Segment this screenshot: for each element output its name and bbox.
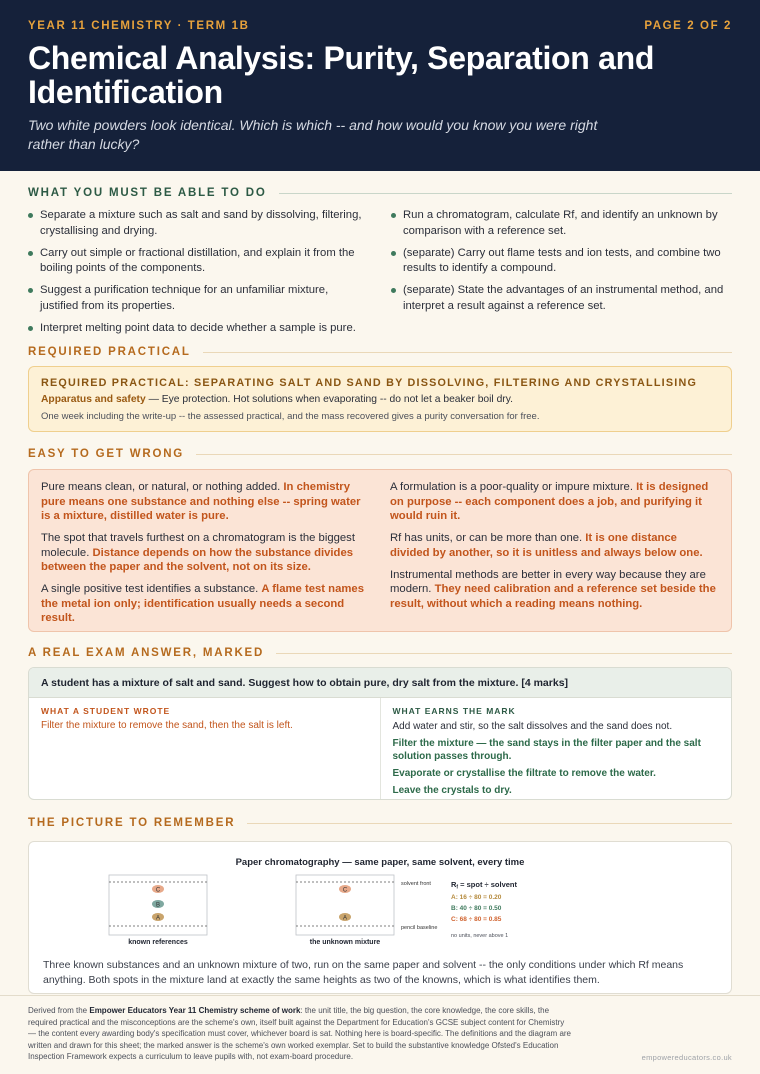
skill-item: Suggest a purification technique for an unfamiliar mixture, justified from its properties. [28, 283, 369, 314]
rf-definition: = spot ÷ solvent [458, 880, 518, 889]
student-answer-label: WHAT A STUDENT WROTE [41, 706, 171, 716]
rf-calc-c: C: 68 ÷ 80 = 0.85 [451, 916, 502, 923]
course-label: YEAR 11 CHEMISTRY · TERM 1B [28, 20, 250, 32]
divider [247, 823, 732, 824]
misconceptions-right [390, 480, 719, 621]
misconception-correction: Distance depends on how the substance divides between the paper and the solvent, not on its size. [41, 546, 354, 573]
misconceptions-heading [28, 448, 732, 460]
divider [203, 352, 732, 353]
misconception-correction: It is designed on purpose -- each component does a job, and purifying it would ruin it. [390, 481, 709, 522]
misconception-claim: Rf has units, or can be more than one. [390, 532, 586, 544]
misconception-correction: It is one distance divided by another, so it is unitless and always below one. [390, 532, 703, 559]
page-title: Chemical Analysis: Purity, Separation and Identification [28, 40, 655, 110]
unknown-mixture-paper [296, 875, 437, 946]
divider [196, 454, 732, 455]
rf-formula-text [451, 880, 518, 891]
rf-formula [451, 880, 518, 939]
picture-heading [28, 817, 732, 829]
practical-section [0, 346, 760, 432]
pencil-baseline-label: pencil baseline [401, 925, 438, 931]
rf-calc-a: A: 16 ÷ 80 = 0.20 [451, 894, 502, 901]
misconception-claim: A single positive test identifies a substance. [41, 583, 262, 595]
misconception-claim: The spot that travels furthest on a chromatogram is the biggest molecule. [41, 532, 355, 559]
skills-list [28, 208, 732, 343]
mark-point: Filter the mixture — the sand stays in the filter paper and the salt solution passes through. [392, 738, 701, 762]
exam-card [28, 667, 732, 800]
mark-scheme-label: WHAT EARNS THE MARK [392, 706, 516, 716]
footer-divider [0, 995, 760, 996]
footer-pre: Derived from the [28, 1006, 90, 1015]
skill-item: Carry out simple or fractional distillation, and explain it from the boiling points of the components. [28, 246, 369, 277]
exam-heading-text: A REAL EXAM ANSWER, MARKED [28, 647, 265, 659]
footer-site: empowereducators.co.uk [641, 1053, 732, 1062]
known-references-paper [109, 875, 207, 946]
misconception-correction: They need calibration and a reference set beside the result, without which a reading means nothing. [390, 583, 716, 610]
spot-a-label: A [342, 915, 348, 922]
skill-item: (separate) Carry out flame tests and ion tests, and combine two results to identify a compound. [391, 246, 732, 277]
page-header [0, 0, 760, 171]
spot-a-label: A [155, 915, 161, 922]
divider [276, 653, 732, 654]
skills-heading [28, 187, 732, 199]
misconception-claim: A formulation is a poor-quality or impure mixture. [390, 481, 637, 493]
page-number: PAGE 2 OF 2 [644, 20, 732, 32]
exam-section [0, 647, 760, 800]
big-question: Two white powders look identical. Which is which -- and how would you know you were right rather than lucky? [28, 117, 598, 152]
footer-credit [28, 1005, 573, 1063]
picture-section [0, 817, 760, 994]
mark-scheme-column [380, 698, 732, 800]
skills-right-column [391, 208, 732, 343]
practical-note: One week including the write-up -- the assessed practical, and the mass recovered gives a purity conversation for free. [41, 411, 540, 422]
diagram-caption: Three known substances and an unknown mixture of two, run on the same paper and solvent -- the only conditions under which Rf means anything. Both spots in the mixture land at exactly the same heights as two of the knowns, which is what identifies them. [43, 959, 684, 986]
practical-title: REQUIRED PRACTICAL: SEPARATING SALT AND SAND BY DISSOLVING, FILTERING AND CRYSTALLISING [41, 377, 698, 389]
unknown-mixture-label: the unknown mixture [309, 939, 381, 946]
chromatography-card [28, 841, 732, 994]
units-note: no units, never above 1 [451, 933, 509, 939]
footer-post: : the unit title, the big question, the core knowledge, the core skills, the required practical and the misconceptions are the scheme's own, itself built against the Department for Education's GCSE subject content for Chemistry — the content every awarding body's specification must cover, whichever board is sat. Nothing here is board-specific. The definitions and the diagram are written and drawn for this sheet; the marked answer is the scheme's own worked exemplar. Set to build the substantive knowledge Ofsted's Education Inspection Framework expects a curriculum to leave pupils with, not exam-board procedure. [28, 1006, 571, 1061]
misconception-claim: Pure means clean, or natural, or nothing added. [41, 481, 284, 493]
exam-heading [28, 647, 732, 659]
misconception-item [390, 480, 719, 524]
spot-c-label: C [155, 887, 161, 894]
practical-box [28, 366, 732, 432]
misconceptions-box [28, 469, 732, 632]
student-answer-column [29, 698, 380, 800]
spot-b-label: B [155, 902, 161, 909]
rf-subscript: f [456, 884, 459, 891]
chromatography-diagram [29, 842, 731, 952]
exam-question: A student has a mixture of salt and sand. Suggest how to obtain pure, dry salt from the mixture. [4 marks] [29, 668, 731, 698]
misconception-correction: A flame test names the metal ion only; identification usually needs a second result. [41, 583, 364, 624]
misconceptions-left [41, 480, 370, 624]
safety-label: Apparatus and safety [41, 394, 146, 405]
skill-item: Run a chromatogram, calculate Rf, and identify an unknown by comparison with a reference set. [391, 208, 732, 239]
misconception-item [390, 568, 719, 612]
rf-symbol: R [451, 880, 457, 889]
misconceptions-heading-text: EASY TO GET WRONG [28, 448, 185, 460]
skills-left-column [28, 208, 369, 343]
skill-item: Interpret melting point data to decide whether a sample is pure. [28, 321, 369, 337]
skills-section [0, 187, 760, 343]
misconception-correction: In chemistry pure means one substance and nothing else -- spring water is a mixture, distilled water is pure. [41, 481, 361, 522]
skills-heading-text: WHAT YOU MUST BE ABLE TO DO [28, 187, 267, 199]
misconceptions-section [0, 448, 760, 632]
misconception-claim: Instrumental methods are better in every way because they are modern. [390, 568, 706, 595]
practical-heading [28, 346, 732, 358]
solvent-front-label: solvent front [401, 881, 431, 887]
picture-heading-text: THE PICTURE TO REMEMBER [28, 817, 236, 829]
misconception-item [390, 531, 719, 560]
misconception-item [41, 582, 370, 626]
footer-scheme-name: Empower Educators Year 11 Chemistry scheme of work [89, 1006, 301, 1015]
mark-point: Add water and stir, so the salt dissolves and the sand does not. [392, 721, 673, 732]
rf-calc-b: B: 40 ÷ 80 = 0.50 [451, 905, 502, 912]
misconception-item [41, 480, 370, 524]
student-answer-text: Filter the mixture to remove the sand, then the salt is left. [41, 720, 293, 731]
divider [279, 193, 732, 194]
safety-text: — Eye protection. Hot solutions when evaporating -- do not let a beaker boil dry. [145, 394, 513, 405]
skill-item: Separate a mixture such as salt and sand by dissolving, filtering, crystallising and drying. [28, 208, 369, 239]
mark-point: Leave the crystals to dry. [392, 785, 512, 796]
misconception-item [41, 531, 370, 575]
spot-c-label: C [342, 887, 348, 894]
safety-line [41, 394, 719, 405]
diagram-title: Paper chromatography — same paper, same solvent, every time [235, 857, 525, 868]
practical-heading-text: REQUIRED PRACTICAL [28, 346, 191, 358]
known-references-label: known references [128, 939, 188, 946]
mark-point: Evaporate or crystallise the filtrate to remove the water. [392, 768, 656, 779]
skill-item: (separate) State the advantages of an instrumental method, and interpret a result against a reference set. [391, 283, 732, 314]
